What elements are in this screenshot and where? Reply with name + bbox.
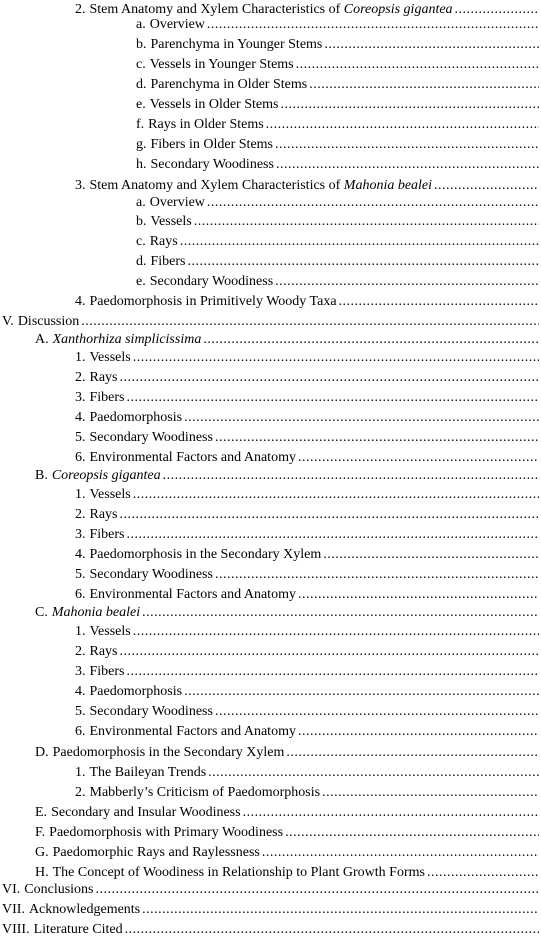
dot-leader: [275, 135, 539, 155]
toc-entry-label: Conclusions: [24, 882, 94, 897]
toc-entry-title: [2, 312, 79, 332]
toc-entry-title: [75, 642, 118, 662]
toc-entry-label: Rays: [89, 644, 118, 659]
dot-leader: [286, 743, 539, 763]
toc-entry[interactable]: [136, 212, 539, 232]
toc-entry-title: [75, 505, 118, 525]
toc-entry-title: [136, 232, 178, 252]
toc-entry[interactable]: [136, 232, 539, 252]
toc-entry[interactable]: [75, 682, 539, 702]
toc-entry[interactable]: [75, 448, 539, 468]
toc-entry-title: [35, 743, 284, 763]
toc-entry-title: [75, 682, 182, 702]
toc-entry-label: Vessels: [150, 214, 192, 229]
toc-entry-title: [75, 545, 321, 565]
dot-leader: [203, 330, 539, 350]
toc-entry-label: Paedomorphosis with Primary Woodiness: [49, 825, 284, 840]
toc-entry-number: H.: [35, 865, 49, 880]
toc-entry-title: [2, 900, 140, 920]
toc-entry[interactable]: [75, 545, 539, 565]
dot-leader: [322, 783, 539, 803]
toc-entry-number: V.: [2, 314, 14, 329]
dot-leader: [298, 722, 539, 742]
toc-entry-number: d.: [136, 77, 147, 92]
toc-entry[interactable]: [75, 408, 539, 428]
toc-entry-label: Discussion: [17, 314, 80, 329]
toc-entry[interactable]: [75, 662, 539, 682]
toc-entry[interactable]: [75, 722, 539, 742]
toc-entry-number: 3.: [75, 527, 86, 542]
toc-entry-label: Fibers in Older Stems: [150, 137, 273, 152]
toc-entry-label: Paedomorphosis in Primitively Woody Taxa: [89, 294, 337, 309]
dot-leader: [309, 75, 539, 95]
toc-entry-number: VII.: [2, 902, 25, 917]
toc-entry[interactable]: [2, 312, 539, 332]
toc-entry[interactable]: [35, 603, 539, 623]
toc-entry-number: 4.: [75, 684, 86, 699]
toc-entry-label: The Concept of Woodiness in Relationship to Plant Growth Forms: [52, 865, 425, 880]
dot-leader: [184, 682, 539, 702]
dot-leader: [324, 35, 539, 55]
toc-entry-title: [75, 348, 131, 368]
toc-entry-title: [136, 115, 264, 135]
dot-leader: [266, 115, 539, 135]
toc-entry-number: d.: [136, 254, 147, 269]
toc-entry-label: Fibers: [89, 664, 125, 679]
dot-leader: [142, 603, 539, 623]
toc-entry-number: 5.: [75, 567, 86, 582]
toc-entry[interactable]: [75, 585, 539, 605]
toc-entry-title: [75, 368, 118, 388]
toc-entry[interactable]: [136, 115, 539, 135]
toc-entry-label: Stem Anatomy and Xylem Characteristics of: [89, 178, 344, 193]
toc-entry-number: h.: [136, 157, 147, 172]
toc-entry-label: Vessels: [89, 487, 131, 502]
toc-entry-title: [75, 292, 337, 312]
dot-leader: [298, 448, 539, 468]
toc-entry-title: [75, 702, 213, 722]
toc-entry-taxon: Coreopsis gigantea: [343, 2, 453, 17]
dot-leader: [296, 55, 539, 75]
dot-leader: [208, 763, 539, 783]
toc-entry-number: c.: [136, 234, 146, 249]
toc-entry[interactable]: [75, 783, 539, 803]
toc-entry-title: [136, 135, 273, 155]
dot-leader: [127, 525, 540, 545]
toc-entry-title: [136, 75, 307, 95]
toc-entry-title: [35, 466, 161, 486]
toc-entry-label: Parenchyma in Older Stems: [150, 77, 308, 92]
toc-entry-title: [75, 408, 182, 428]
toc-entry[interactable]: [75, 702, 539, 722]
toc-entry-label: Environmental Factors and Anatomy: [89, 450, 296, 465]
dot-leader: [275, 272, 539, 292]
toc-entry-number: e.: [136, 274, 146, 289]
toc-entry-title: [35, 803, 241, 823]
toc-entry-label: Mabberly’s Criticism of Paedomorphosis: [89, 785, 321, 800]
toc-entry[interactable]: [2, 900, 539, 920]
toc-entry-label: Secondary Woodiness: [89, 704, 213, 719]
toc-entry-number: g.: [136, 137, 147, 152]
toc-entry-number: 3.: [75, 664, 86, 679]
toc-entry-number: 1.: [75, 765, 86, 780]
toc-entry-label: Vessels in Younger Stems: [149, 57, 294, 72]
dot-leader: [298, 585, 539, 605]
toc-entry[interactable]: [35, 330, 539, 350]
toc-entry-number: D.: [35, 745, 49, 760]
toc-entry[interactable]: [136, 55, 539, 75]
dot-leader: [120, 368, 540, 388]
toc-entry[interactable]: [136, 95, 539, 115]
toc-entry-title: [75, 763, 206, 783]
dot-leader: [163, 466, 539, 486]
toc-entry-label: Literature Cited: [33, 922, 123, 937]
toc-entry-title: [75, 783, 320, 803]
toc-entry[interactable]: [35, 823, 539, 843]
toc-entry-number: 1.: [75, 624, 86, 639]
toc-entry-title: [75, 662, 125, 682]
toc-entry[interactable]: [75, 292, 539, 312]
dot-leader: [215, 428, 539, 448]
dot-leader: [280, 95, 539, 115]
toc-entry-title: [136, 155, 274, 175]
toc-entry[interactable]: [136, 35, 539, 55]
toc-entry-number: 2.: [75, 2, 86, 17]
toc-entry-title: [75, 585, 296, 605]
toc-entry-label: Paedomorphosis: [89, 410, 183, 425]
toc-entry-label: The Baileyan Trends: [89, 765, 207, 780]
toc-entry-title: [75, 622, 131, 642]
toc-entry[interactable]: [136, 15, 539, 35]
dot-leader: [120, 505, 540, 525]
toc-entry-label: Environmental Factors and Anatomy: [89, 587, 296, 602]
toc-entry-label: Secondary Woodiness: [149, 274, 274, 289]
toc-entry[interactable]: [136, 135, 539, 155]
dot-leader: [127, 662, 540, 682]
toc-entry-label: Secondary Woodiness: [89, 567, 213, 582]
toc-entry-label: Paedomorphosis: [89, 684, 183, 699]
toc-entry-taxon: Mahonia bealei: [51, 605, 141, 620]
toc-entry-label: Stem Anatomy and Xylem Characteristics of: [89, 2, 344, 17]
toc-entry-taxon: Mahonia bealei: [343, 178, 433, 193]
toc-entry[interactable]: [75, 388, 539, 408]
dot-leader: [96, 880, 539, 900]
dot-leader: [188, 252, 540, 272]
toc-entry-number: 2.: [75, 507, 86, 522]
toc-entry-number: 6.: [75, 587, 86, 602]
toc-entry-label: Paedomorphosis in the Secondary Xylem: [89, 547, 322, 562]
toc-entry[interactable]: [136, 252, 539, 272]
toc-entry-number: 3.: [75, 390, 86, 405]
toc-entry[interactable]: [136, 272, 539, 292]
toc-entry-title: [2, 880, 94, 900]
toc-entry-number: F.: [35, 825, 46, 840]
dot-leader: [127, 388, 540, 408]
toc-entry-label: Parenchyma in Younger Stems: [150, 37, 323, 52]
toc-entry-label: Fibers: [89, 390, 125, 405]
toc-entry[interactable]: [136, 75, 539, 95]
dot-leader: [262, 843, 539, 863]
toc-entry-title: [136, 35, 322, 55]
toc-entry[interactable]: [35, 803, 539, 823]
toc-entry-number: c.: [136, 57, 146, 72]
toc-entry-title: [75, 448, 296, 468]
toc-entry-label: Vessels: [89, 624, 131, 639]
toc-entry-label: Secondary Woodiness: [89, 430, 213, 445]
toc-entry-number: G.: [35, 845, 49, 860]
toc-entry-number: e.: [136, 97, 146, 112]
toc-entry-number: a.: [136, 17, 146, 32]
toc-entry-number: b.: [136, 214, 147, 229]
toc-entry-label: Paedomorphic Rays and Raylessness: [52, 845, 260, 860]
toc-entry-number: 1.: [75, 487, 86, 502]
dot-leader: [215, 702, 539, 722]
toc-entry-title: [35, 330, 201, 350]
toc-entry-title: [136, 55, 294, 75]
toc-entry-number: VIII.: [2, 922, 30, 937]
toc-entry-label: Overview: [149, 17, 205, 32]
toc-entry[interactable]: [35, 843, 539, 863]
toc-entry-number: a.: [136, 195, 146, 210]
toc-entry-label: Fibers: [150, 254, 186, 269]
toc-entry-number: 5.: [75, 430, 86, 445]
toc-entry-title: [2, 920, 123, 940]
toc-entry[interactable]: [136, 155, 539, 175]
toc-entry-label: Acknowledgements: [28, 902, 141, 917]
toc-entry-title: [136, 252, 186, 272]
toc-entry[interactable]: [75, 642, 539, 662]
toc-entry-number: 4.: [75, 410, 86, 425]
toc-entry-label: Secondary Woodiness: [150, 157, 274, 172]
toc-entry[interactable]: [35, 743, 539, 763]
toc-entry[interactable]: [75, 622, 539, 642]
toc-entry-label: Fibers: [89, 527, 125, 542]
dot-leader: [243, 803, 539, 823]
toc-entry[interactable]: [75, 348, 539, 368]
toc-entry-title: [75, 485, 131, 505]
toc-entry-label: Paedomorphosis in the Secondary Xylem: [52, 745, 285, 760]
toc-entry-number: 4.: [75, 294, 86, 309]
toc-entry-label: Rays: [149, 234, 178, 249]
dot-leader: [120, 642, 540, 662]
toc-entry[interactable]: [136, 193, 539, 213]
toc-entry-title: [136, 272, 273, 292]
dot-leader: [276, 155, 539, 175]
toc-entry-number: 6.: [75, 724, 86, 739]
dot-leader: [207, 193, 539, 213]
toc-entry-label: Rays in Older Stems: [148, 117, 264, 132]
toc-entry-label: Overview: [149, 195, 205, 210]
toc-entry-label: Vessels in Older Stems: [149, 97, 279, 112]
toc-entry-number: 1.: [75, 350, 86, 365]
toc-entry-title: [35, 823, 283, 843]
toc-entry-number: B.: [35, 468, 48, 483]
dot-leader: [184, 408, 539, 428]
toc-entry[interactable]: [2, 920, 539, 940]
toc-entry-label: Secondary and Insular Woodiness: [51, 805, 241, 820]
dot-leader: [133, 485, 539, 505]
toc-entry-title: [75, 525, 125, 545]
toc-entry-title: [75, 388, 125, 408]
dot-leader: [133, 622, 539, 642]
toc-entry-number: C.: [35, 605, 48, 620]
dot-leader: [285, 823, 539, 843]
dot-leader: [81, 312, 539, 332]
toc-entry-title: [136, 212, 192, 232]
toc-entry[interactable]: [35, 466, 539, 486]
dot-leader: [133, 348, 539, 368]
toc-entry-title: [136, 193, 205, 213]
toc-entry[interactable]: [75, 428, 539, 448]
dot-leader: [323, 545, 539, 565]
toc-entry-title: [75, 722, 296, 742]
toc-entry-label: Environmental Factors and Anatomy: [89, 724, 296, 739]
toc-entry-taxon: Coreopsis gigantea: [51, 468, 161, 483]
toc-entry-taxon: Xanthorhiza simplicissima: [52, 332, 202, 347]
toc-entry[interactable]: [75, 763, 539, 783]
toc-entry-number: 4.: [75, 547, 86, 562]
toc-entry-title: [35, 843, 260, 863]
toc-entry-number: f.: [136, 117, 145, 132]
toc-entry[interactable]: [75, 525, 539, 545]
toc-entry-number: 5.: [75, 704, 86, 719]
toc-entry[interactable]: [75, 368, 539, 388]
toc-entry-title: [75, 428, 213, 448]
toc-entry[interactable]: [75, 565, 539, 585]
toc-entry-label: Vessels: [89, 350, 131, 365]
dot-leader: [125, 920, 539, 940]
dot-leader: [142, 900, 539, 920]
toc-entry-number: VI.: [2, 882, 21, 897]
dot-leader: [207, 15, 539, 35]
toc-entry-title: [75, 565, 213, 585]
toc-entry-number: 6.: [75, 450, 86, 465]
toc-entry-label: Rays: [89, 370, 118, 385]
dot-leader: [180, 232, 539, 252]
toc-entry-number: 2.: [75, 785, 86, 800]
dot-leader: [194, 212, 539, 232]
toc-entry-number: b.: [136, 37, 147, 52]
toc-entry-title: [136, 15, 205, 35]
toc-entry-number: 2.: [75, 370, 86, 385]
toc-entry-number: A.: [35, 332, 49, 347]
toc-entry-label: Rays: [89, 507, 118, 522]
dot-leader: [339, 292, 539, 312]
toc-entry[interactable]: [2, 880, 539, 900]
toc-entry[interactable]: [75, 505, 539, 525]
toc-entry-title: [35, 603, 140, 623]
toc-entry-number: E.: [35, 805, 48, 820]
toc-entry[interactable]: [75, 485, 539, 505]
toc-entry-number: 3.: [75, 178, 86, 193]
dot-leader: [215, 565, 539, 585]
toc-entry-title: [136, 95, 278, 115]
toc-entry-number: 2.: [75, 644, 86, 659]
